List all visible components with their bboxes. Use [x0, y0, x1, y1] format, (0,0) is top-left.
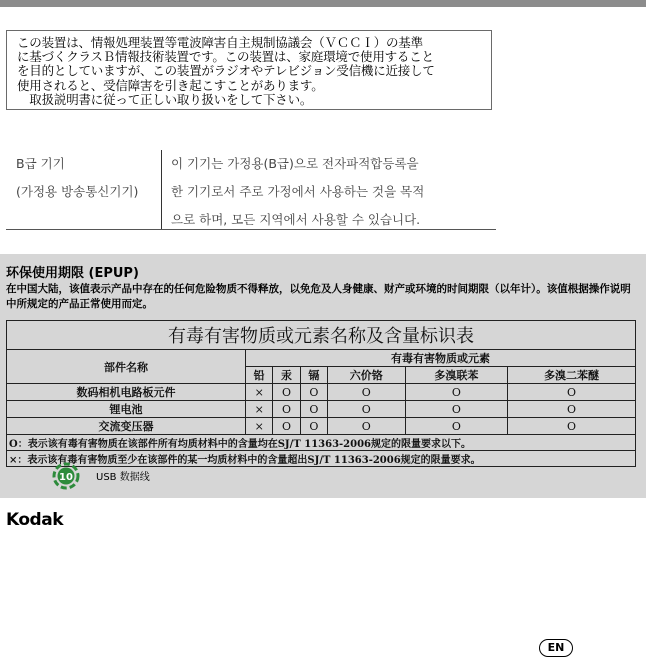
substance-header: 有毒有害物质或元素: [246, 350, 636, 367]
kcc-line: 이 기기는 가정용(B급)으로 전자파적합등록을: [171, 156, 419, 171]
note-x: ×：表示该有毒有害物质至少在该部件的某一均质材料中的含量超出SJ/T 11363-2006规定的限量要求。: [7, 451, 636, 467]
kcc-class-subtitle: (가정용 방송통신기기): [16, 184, 139, 199]
substance-header-cell: 汞: [273, 367, 300, 384]
substance-header-cell: 镉: [300, 367, 327, 384]
table-row: [7, 418, 636, 435]
kcc-description: [171, 150, 496, 234]
substance-header-cell: 多溴二苯醚: [508, 367, 636, 384]
korean-class-b-notice: [6, 146, 496, 230]
vcci-line: 使用されると、受信障害を引き起こすことがあります。: [17, 77, 324, 93]
substance-mark: O: [328, 418, 406, 435]
substance-mark: O: [508, 418, 636, 435]
substance-mark: O: [300, 401, 327, 418]
substance-mark: O: [300, 384, 327, 401]
substance-mark: O: [508, 401, 636, 418]
epup-years: 10: [59, 472, 73, 483]
kcc-class-title: B급 기기: [16, 156, 65, 171]
part-name: 数码相机电路板元件: [7, 384, 246, 401]
substance-mark: ×: [246, 401, 273, 418]
table-title: 有毒有害物质或元素名称及含量标识表: [7, 321, 636, 350]
substance-header-cell: 铅: [246, 367, 273, 384]
kodak-logo: Kodak: [6, 510, 63, 530]
substance-mark: O: [405, 384, 508, 401]
substance-mark: O: [273, 418, 300, 435]
substance-mark: O: [273, 401, 300, 418]
vcci-line: この装置は、情報処理装置等電波障害自主規制協議会（ＶＣＣＩ）の基準: [17, 35, 423, 50]
substance-mark: ×: [246, 418, 273, 435]
vcci-line: 取扱説明書に従って正しい取り扱いをして下さい。: [17, 91, 313, 107]
vcci-notice: [6, 30, 492, 110]
table-row: [7, 384, 636, 401]
hazardous-substance-table: [6, 320, 636, 467]
epup-text: 在中国大陆，该值表示产品中存在的任何危险物质不得释放，以免危及人身健康、财产或环境的时间期限（以年计）。该值根据操作说明中所规定的产品正常使用而定。: [6, 283, 631, 310]
china-rohs-section: [0, 254, 646, 498]
vcci-line: に基づくクラスＢ情報技術装置です。この装置は、家庭環境で使用すること: [17, 49, 434, 65]
substance-mark: ×: [246, 384, 273, 401]
kcc-line: 한 기기로서 주로 가정에서 사용하는 것을 목적: [171, 184, 425, 199]
note-o: O：表示该有毒有害物质在该部件所有均质材料中的含量均在SJ/T 11363-2006规定的限量要求以下。: [7, 435, 636, 451]
substance-mark: O: [508, 384, 636, 401]
substance-mark: O: [405, 418, 508, 435]
epup-title: 环保使用期限 (EPUP): [6, 266, 139, 281]
kcc-underline: [6, 229, 496, 230]
substance-mark: O: [273, 384, 300, 401]
substance-header-cell: 多溴联苯: [405, 367, 508, 384]
substance-mark: O: [328, 384, 406, 401]
top-bar: [0, 0, 646, 7]
kcc-class-label: [16, 150, 161, 206]
substance-mark: O: [405, 401, 508, 418]
substance-mark: O: [300, 418, 327, 435]
usb-cable-label: USB 数据线: [96, 472, 150, 483]
part-name: 锂电池: [7, 401, 246, 418]
substance-mark: O: [328, 401, 406, 418]
language-badge: EN: [539, 639, 573, 657]
part-name: 交流变压器: [7, 418, 246, 435]
kcc-divider: [161, 150, 162, 230]
kcc-line: 으로 하며, 모든 지역에서 사용할 수 있습니다.: [171, 212, 421, 227]
part-header: 部件名称: [7, 350, 246, 384]
environmental-protection-use-period-icon: [50, 462, 82, 490]
table-row: [7, 401, 636, 418]
vcci-line: を目的としていますが、この装置がラジオやテレビジョン受信機に近接して: [17, 63, 435, 79]
substance-header-cell: 六价铬: [328, 367, 406, 384]
